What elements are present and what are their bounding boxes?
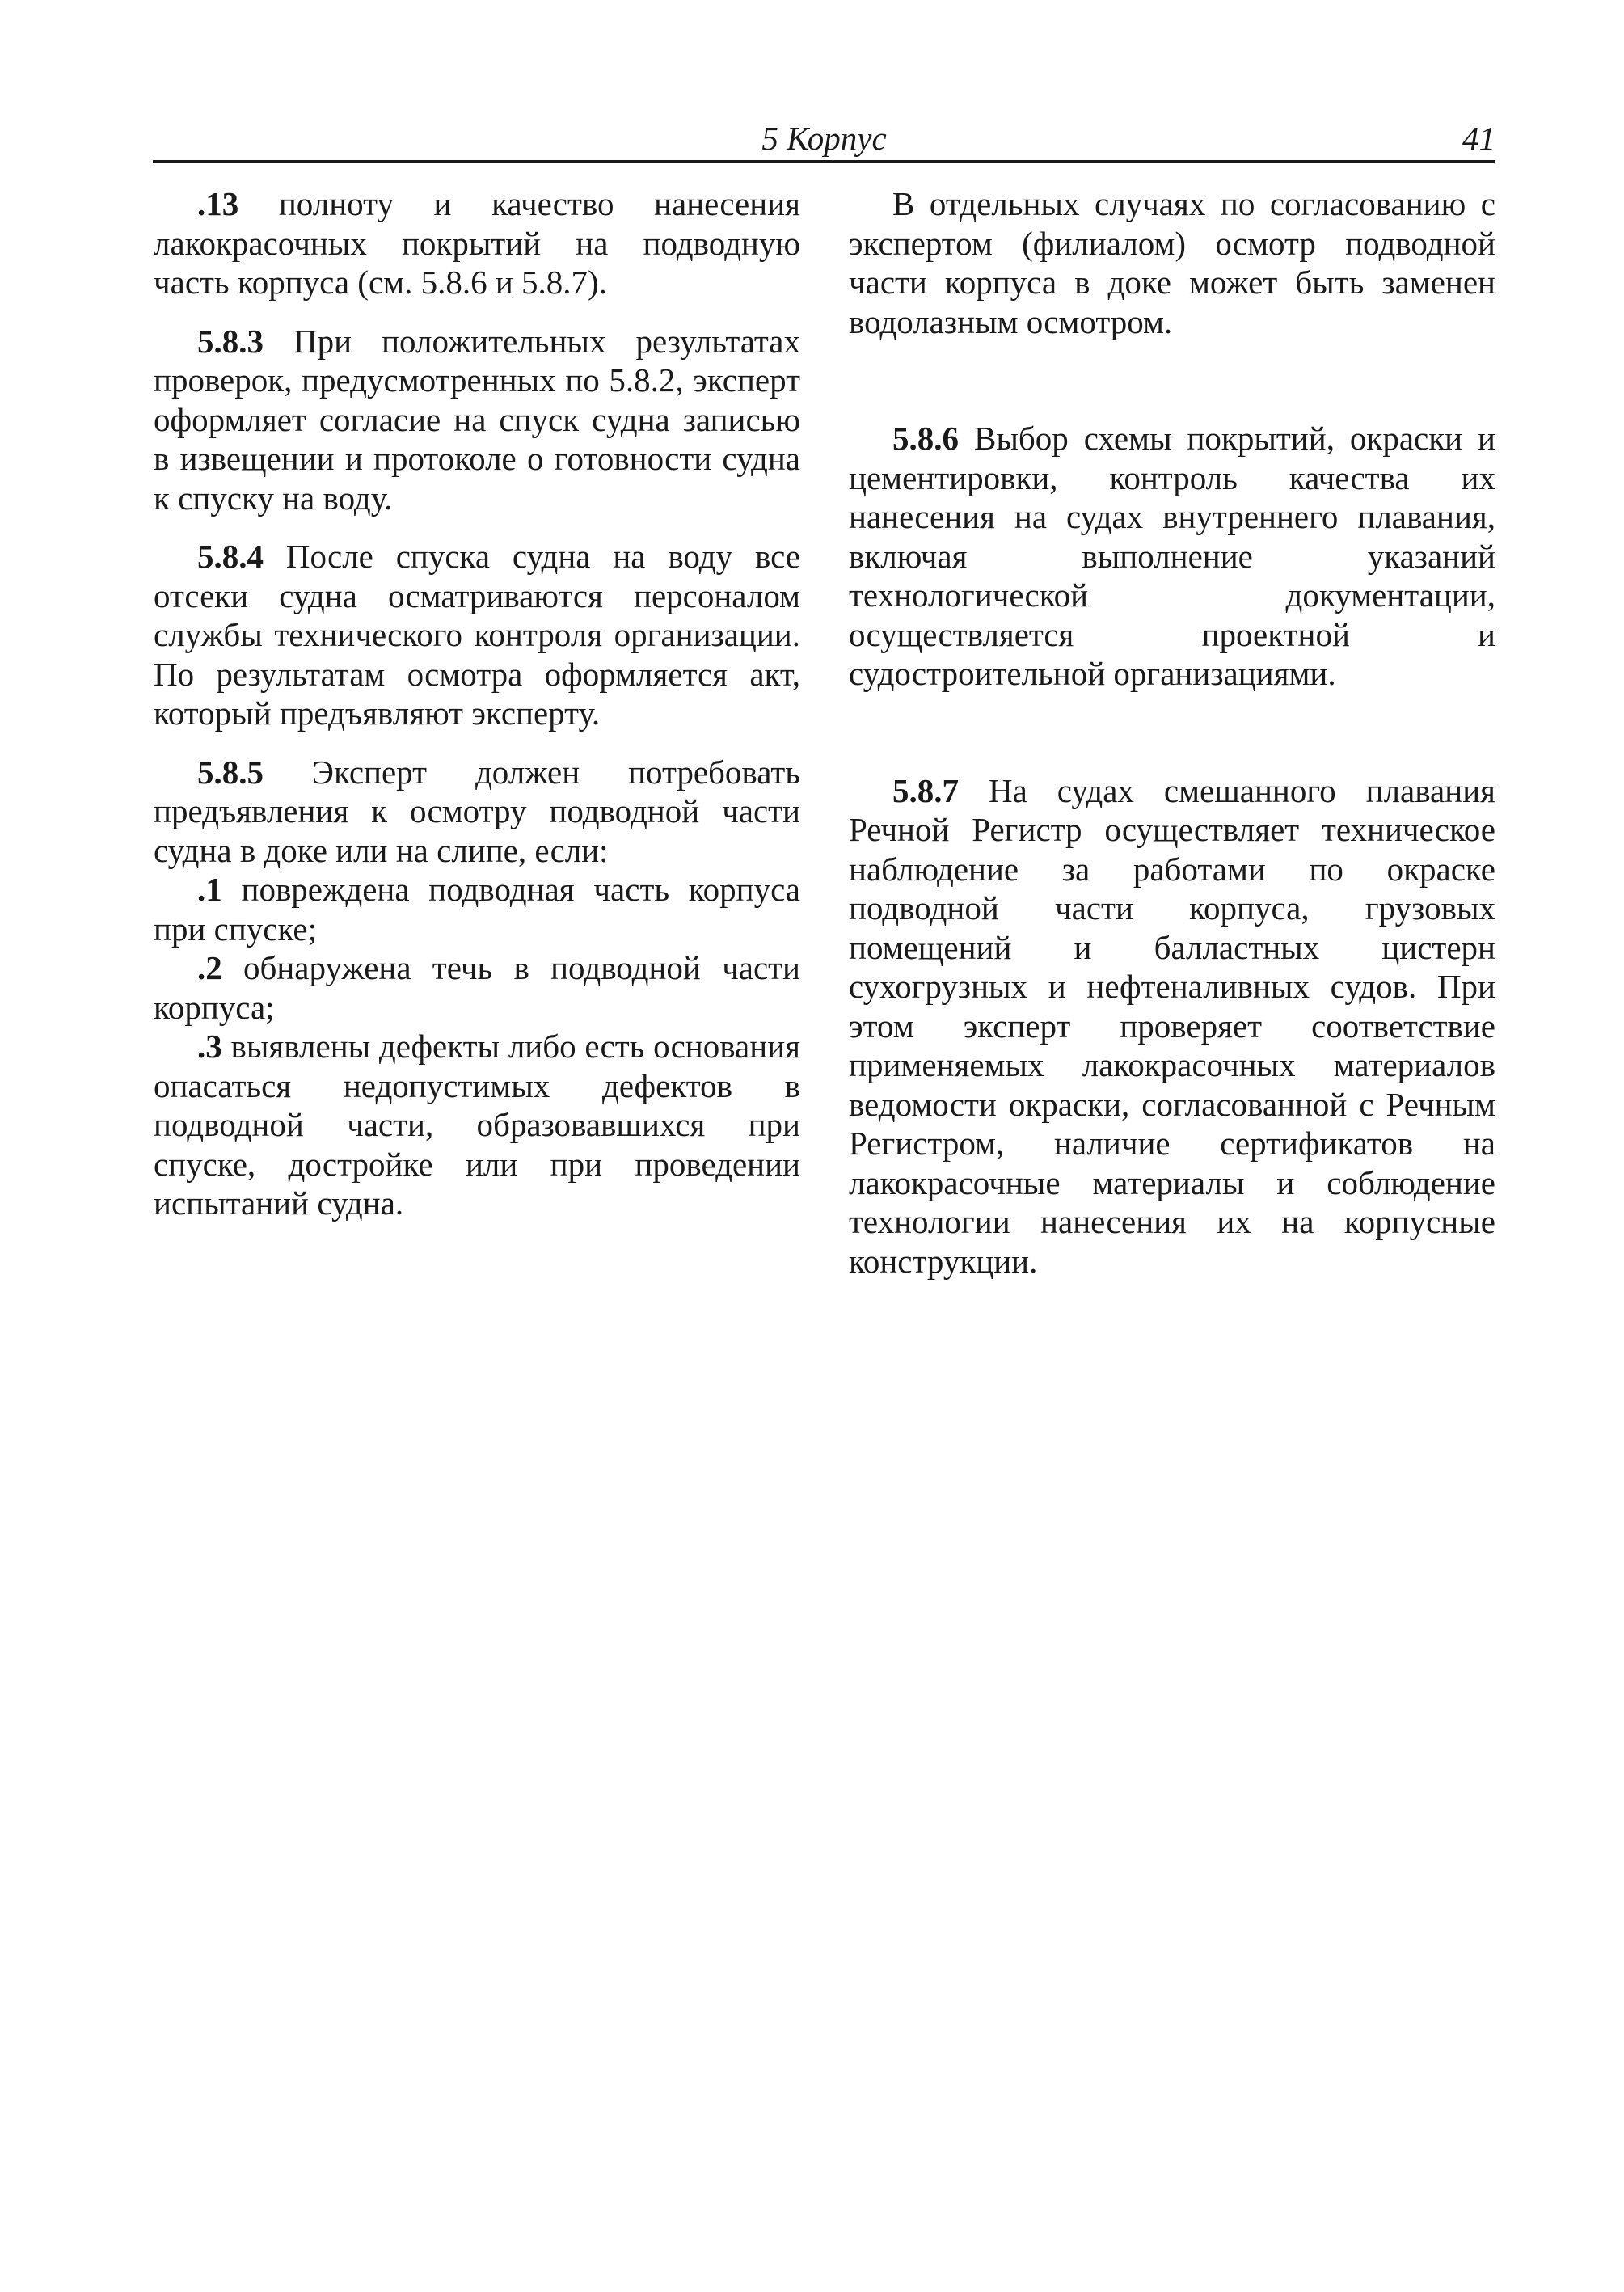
clause-text: Эксперт должен потребовать предъявления к осмотру подводной части судна в доке или на слипе, если: <box>154 753 800 869</box>
page-number: 41 <box>1462 120 1495 157</box>
clause-text: повреждена подводная часть корпуса при спуске; <box>154 871 800 948</box>
clause-5-8-5 <box>154 753 800 871</box>
page-header <box>153 113 1495 163</box>
clause-number: .13 <box>197 185 239 222</box>
left-column <box>154 184 800 1223</box>
clause-number: 5.8.6 <box>892 420 959 457</box>
clause-text: В отдельных случаях по согласованию с экспертом (филиалом) осмотр подводной части корпуса в доке может быть заменен водолазным осмотром. <box>849 185 1495 340</box>
clause-text: выявлены дефекты либо есть основания опасаться недопустимых дефектов в подводной части, образовавшихся при спуске, достройке или при проведении испытаний судна. <box>154 1028 800 1222</box>
clause-5-8-7 <box>849 771 1495 1281</box>
clause-number: .3 <box>197 1028 222 1065</box>
clause-text: Выбор схемы покрытий, окраски и цементировки, контроль качества их нанесения на судах внутреннего плавания, включая выполнение указаний технологической документации, осуществляется проектной и судостроительной организациями. <box>849 420 1495 692</box>
subclause-2 <box>154 948 800 1027</box>
clause-text: полноту и качество нанесения лакокрасочных покрытий на подводную часть корпуса (см. 5.8.6 и 5.8.7). <box>154 185 800 301</box>
clause-number: 5.8.4 <box>197 538 264 575</box>
clause-5-8-3 <box>154 322 800 518</box>
clause-number: 5.8.5 <box>197 753 264 791</box>
subclause-3 <box>154 1027 800 1223</box>
clause-13 <box>154 184 800 302</box>
clause-number: 5.8.3 <box>197 322 264 360</box>
clause-number: .2 <box>197 949 222 986</box>
subclause-1 <box>154 870 800 948</box>
paragraph-gap <box>849 713 1495 771</box>
clause-number: .1 <box>197 871 222 908</box>
paragraph-gap <box>849 361 1495 419</box>
clause-5-8-6 <box>849 419 1495 694</box>
clause-text: После спуска судна на воду все отсеки судна осматриваются персоналом службы технического контроля организации. По результатам осмотра оформляется акт, который предъявляют эксперту. <box>154 538 800 732</box>
running-title: 5 Корпус <box>761 120 887 157</box>
diving-inspection-note <box>849 184 1495 341</box>
clause-number: 5.8.7 <box>892 771 959 809</box>
clause-text: На судах смешанного плавания Речной Регистр осуществляет техническое наблюдение за работами по окраске подводной части корпуса, грузовых помещений и балластных цистерн сухогрузных и нефтеналивных судов. При этом эксперт проверяет соответствие применяемых лакокрасочных материалов ведомости окраски, согласованной с Речным Регистром, наличие сертификатов на лакокрасочные материалы и соблюдение технологии нанесения их на корпусные конструкции. <box>849 771 1495 1280</box>
right-column <box>849 184 1495 1300</box>
clause-5-8-4 <box>154 537 800 733</box>
clause-text: обнаружена течь в подводной части корпуса; <box>154 949 800 1026</box>
clause-text: При положительных результатах проверок, предусмотренных по 5.8.2, эксперт оформляет согласие на спуск судна записью в извещении и протоколе о готовности судна к спуску на воду. <box>154 322 800 517</box>
